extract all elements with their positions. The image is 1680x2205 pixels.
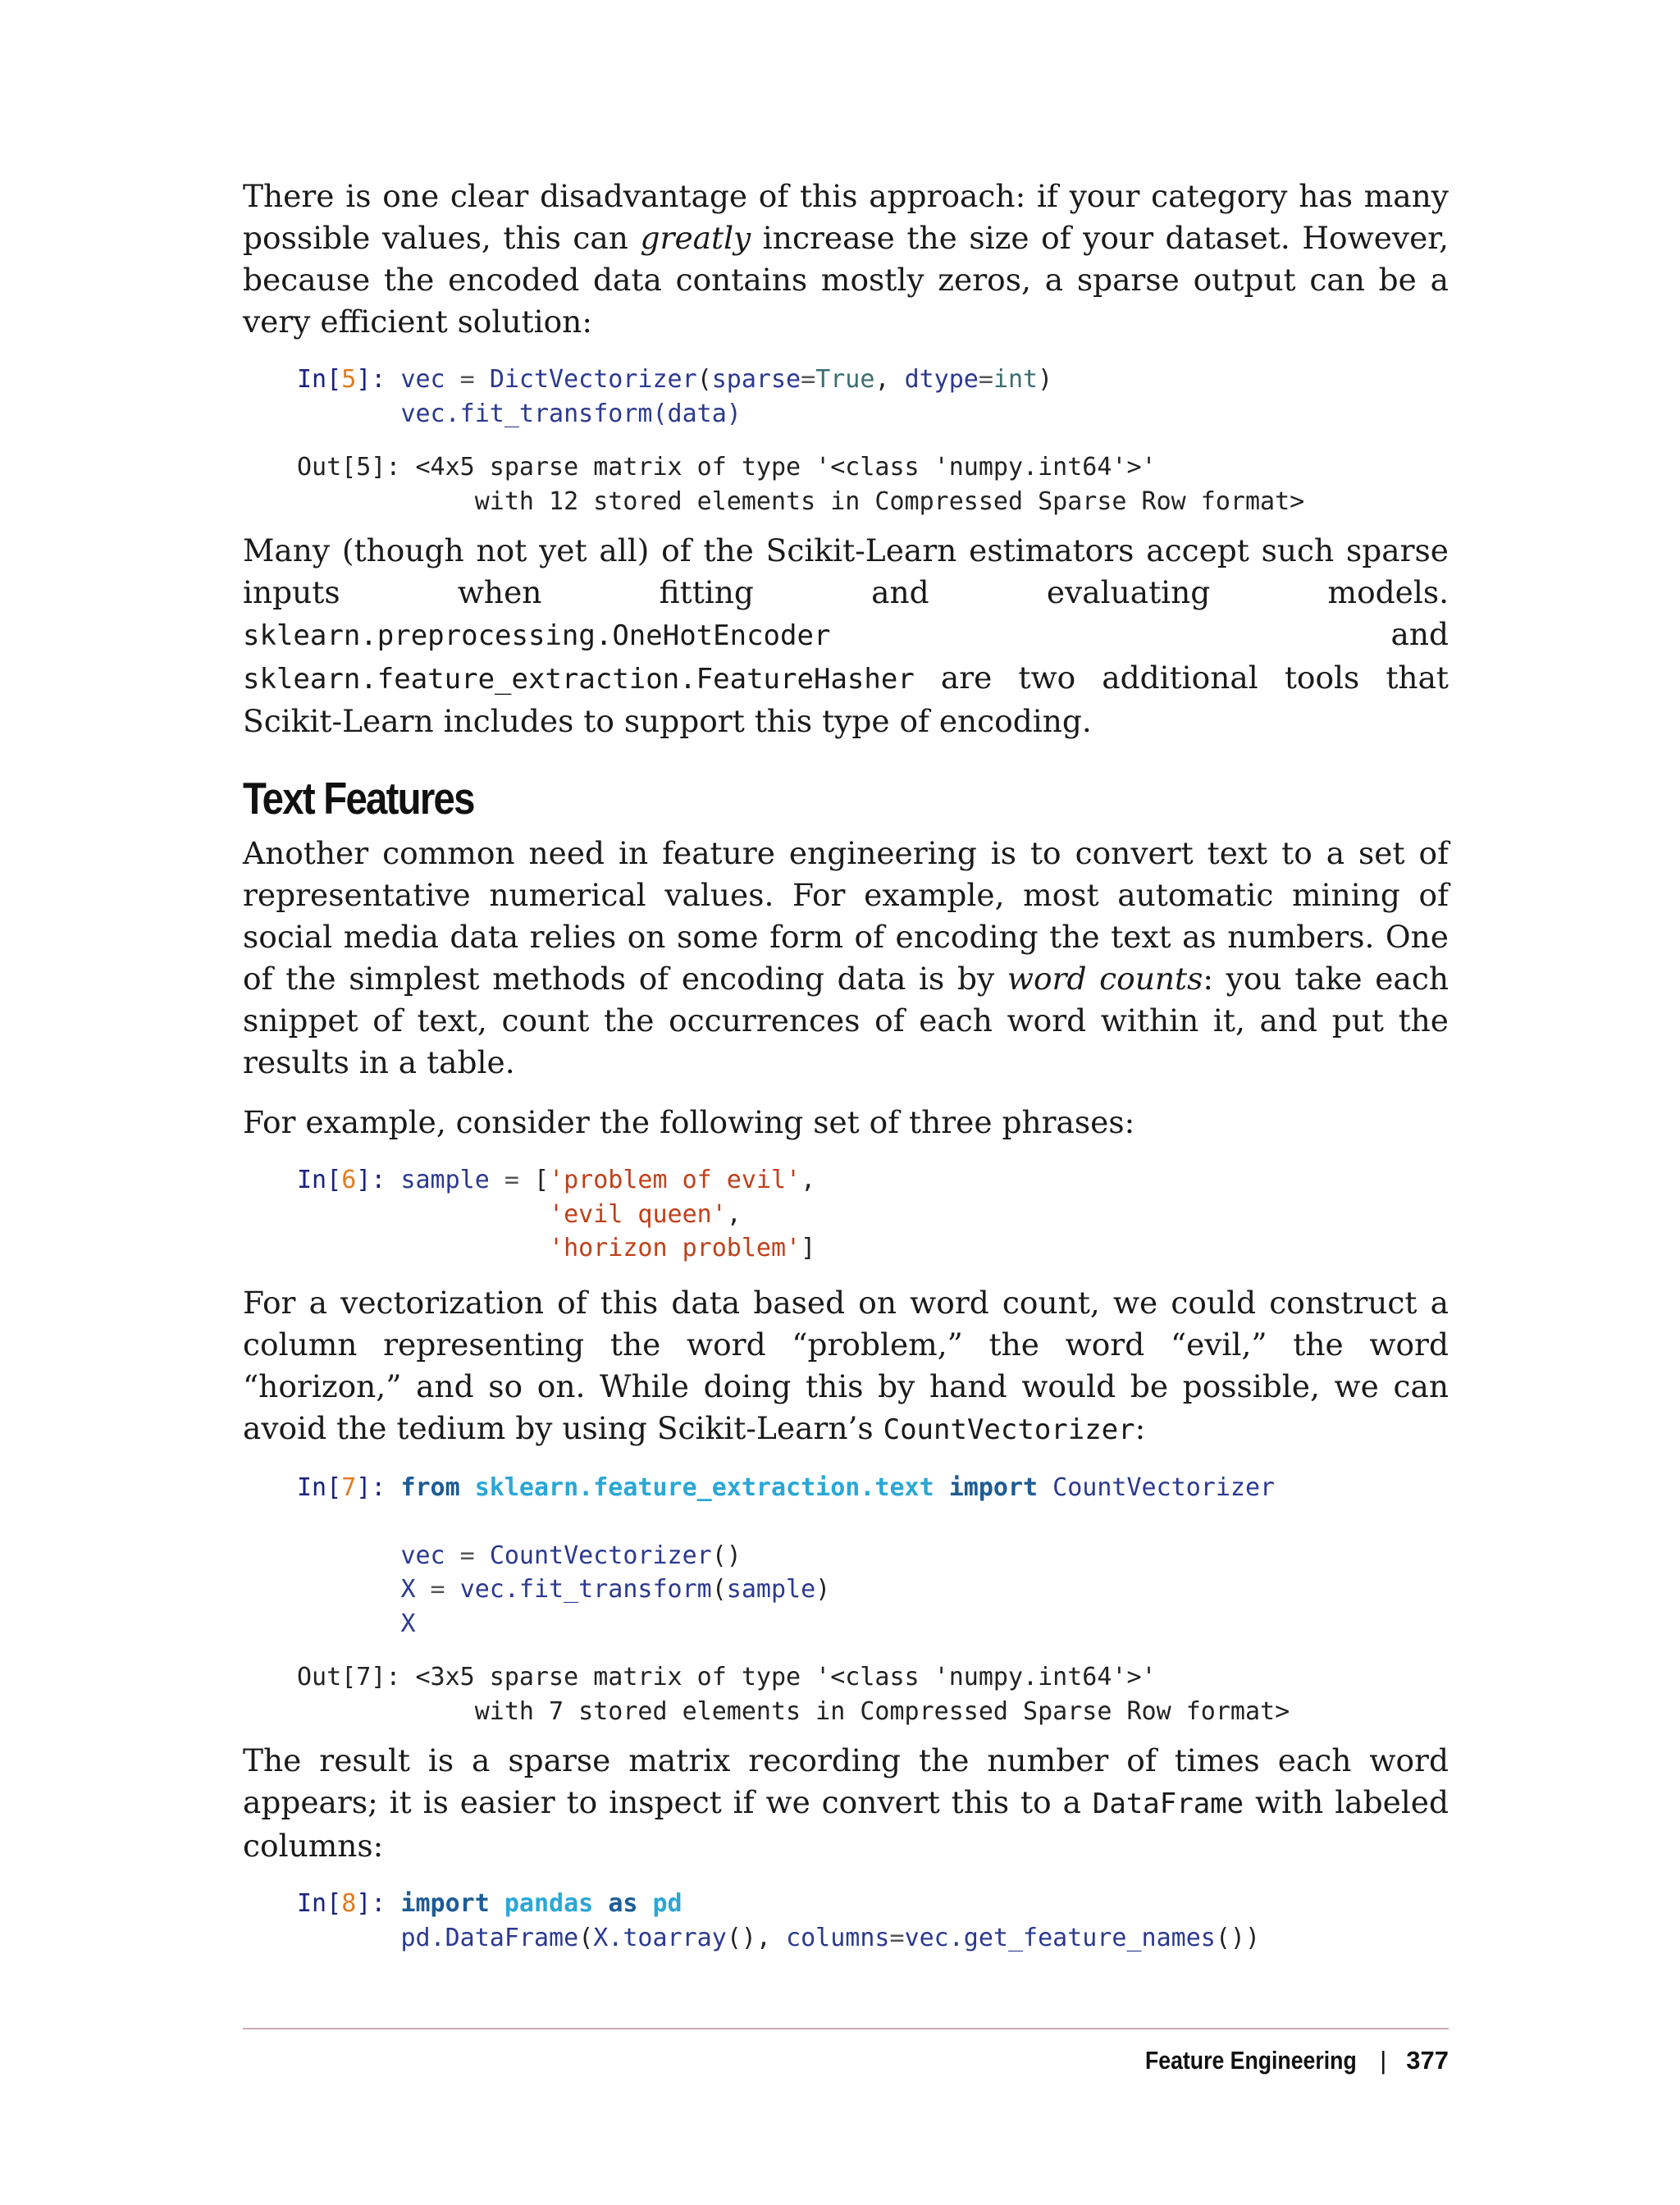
code-token: vec <box>400 1541 445 1570</box>
prompt-num: 7 <box>341 1472 357 1502</box>
page-number: 377 <box>1406 2046 1449 2075</box>
text: with labeled columns: <box>243 1784 1449 1864</box>
prompt-num: 6 <box>341 1166 357 1194</box>
code-cell-in5 <box>297 363 1449 431</box>
text: increase the size of your dataset. However, because the encoded data contains mostly zeros, a sparse output can be a very efficient solution: <box>243 220 1449 340</box>
code-token: , <box>801 1166 816 1194</box>
code-token: = <box>978 365 993 394</box>
code-token: sample <box>400 1166 490 1194</box>
code-token: ( <box>711 1575 727 1604</box>
section-heading: Text Features <box>243 773 474 824</box>
output-line: <3x5 sparse matrix of type '<class 'numpy.int64'>' <box>415 1663 1157 1691</box>
code-token: ] <box>801 1234 816 1262</box>
prompt: Out[5]: <box>297 453 416 482</box>
text: For a vectorization of this data based on word count, we could construct a column representing the word “problem,” the word “evil,” the word “horizon,” and so on. While doing this by hand would be possible, we can avoid the tedium by using Scikit-Learn’s <box>243 1284 1449 1446</box>
prompt: In[ <box>297 1889 342 1918</box>
prompt: Out[7]: <box>297 1663 416 1691</box>
code-token: CountVectorizer <box>489 1541 712 1570</box>
code-token: = <box>489 1166 534 1194</box>
emphasis: greatly <box>640 220 751 256</box>
string-literal: 'evil queen' <box>549 1199 727 1229</box>
page-body <box>243 176 1449 1955</box>
code-token: int <box>993 365 1039 394</box>
keyword: import <box>948 1472 1039 1502</box>
module-name: pd <box>652 1889 682 1918</box>
prompt: In[ <box>297 1166 342 1194</box>
code-token: () <box>711 1541 742 1570</box>
code-token: ( <box>696 365 712 394</box>
paragraph-sparse-intro <box>243 176 1449 343</box>
code-token: [ <box>534 1166 550 1194</box>
text: are two additional tools that Scikit-Learn includes to support this type of encoding. <box>243 660 1449 739</box>
code-token: ()) <box>1215 1923 1261 1952</box>
code-token: = <box>889 1923 905 1952</box>
code-token: ) <box>1038 365 1053 394</box>
code-token: vec <box>400 365 445 394</box>
prompt: ]: <box>356 1472 401 1502</box>
prompt: ]: <box>356 1166 401 1194</box>
code-token: sparse <box>711 365 801 394</box>
code-output-out5 <box>297 450 1449 518</box>
text: Many (though not yet all) of the Scikit-Learn estimators accept such sparse inputs when fitting and evaluating models. <box>243 532 1449 610</box>
code-cell-in7 <box>297 1471 1449 1641</box>
code-token: (), <box>726 1923 787 1952</box>
paragraph-example: For example, consider the following set of three phrases: <box>243 1104 1135 1140</box>
paragraph-text-features <box>243 833 1449 1084</box>
output-line: <4x5 sparse matrix of type '<class 'numpy.int64'>' <box>415 453 1157 482</box>
code-token: , <box>874 365 905 394</box>
code-token: DictVectorizer <box>489 365 697 394</box>
code-token: = <box>445 1541 490 1570</box>
code-token: ( <box>578 1923 594 1952</box>
inline-code: sklearn.preprocessing.OneHotEncoder <box>243 619 831 652</box>
output-line: with 7 stored elements in Compressed Sparse Row format> <box>474 1696 1290 1726</box>
prompt-num: 8 <box>341 1889 357 1918</box>
text: and <box>830 616 1449 652</box>
keyword: from <box>400 1472 460 1502</box>
keyword: import <box>400 1889 490 1918</box>
code-line: vec.fit_transform(data) <box>400 399 742 428</box>
text: The result is a sparse matrix recording the number of times each word appears; it is easier to inspect if we convert this to a <box>243 1742 1449 1820</box>
text: : <box>1134 1409 1146 1446</box>
code-token: ) <box>815 1575 831 1604</box>
code-cell-in6 <box>297 1163 1449 1266</box>
keyword: as <box>608 1889 638 1918</box>
code-token: vec.get_feature_names <box>904 1923 1216 1952</box>
page-footer <box>243 2046 1449 2075</box>
text: Another common need in feature engineering is to convert text to a set of representative numerical values. For example, most automatic mining of social media data relies on some form of encoding the text as numbers. One of the simplest methods of encoding data is by <box>243 835 1449 997</box>
footer-divider <box>243 2028 1449 2029</box>
code-token: = <box>415 1575 460 1604</box>
prompt: ]: <box>356 1889 401 1918</box>
code-token: X <box>400 1609 416 1638</box>
module-name: pandas <box>504 1889 594 1918</box>
prompt: ]: <box>356 365 401 394</box>
paragraph-vectorization <box>243 1282 1449 1451</box>
code-token: sample <box>726 1575 816 1604</box>
paragraph-sparse-inputs <box>243 530 1449 742</box>
emphasis: word counts <box>1007 961 1203 997</box>
code-output-out7 <box>297 1660 1449 1728</box>
code-token: dtype <box>904 365 979 394</box>
text: : you take each snippet of text, count the occurrences of each word within it, and put the results in a table. <box>243 961 1449 1080</box>
code-token: X <box>400 1575 416 1604</box>
code-token: pd.DataFrame <box>400 1923 579 1952</box>
text: There is one clear disadvantage of this approach: if your category has many possible values, this can <box>243 178 1449 256</box>
inline-code: sklearn.feature_extraction.FeatureHasher <box>243 663 915 696</box>
prompt: In[ <box>297 365 342 394</box>
footer-separator: | <box>1380 2046 1387 2075</box>
prompt: In[ <box>297 1472 342 1502</box>
output-line: with 12 stored elements in Compressed Sparse Row format> <box>474 486 1305 516</box>
code-token: vec.fit_transform <box>459 1575 712 1604</box>
code-cell-in8 <box>297 1887 1449 1955</box>
code-token: , <box>726 1199 742 1229</box>
prompt-num: 5 <box>341 365 357 394</box>
code-token: = <box>445 365 490 394</box>
code-token: = <box>801 365 816 394</box>
paragraph-result <box>243 1740 1449 1867</box>
code-token: CountVectorizer <box>1052 1472 1276 1502</box>
code-token: True <box>815 365 875 394</box>
inline-code: DataFrame <box>1092 1787 1244 1820</box>
module-name: sklearn.feature_extraction.text <box>474 1472 934 1502</box>
inline-code: CountVectorizer <box>883 1413 1135 1446</box>
string-literal: 'problem of evil' <box>549 1166 801 1194</box>
code-token: columns <box>786 1923 890 1952</box>
code-token: X.toarray <box>593 1923 727 1952</box>
running-title: Feature Engineering <box>1145 2046 1358 2075</box>
string-literal: 'horizon problem' <box>549 1234 801 1262</box>
